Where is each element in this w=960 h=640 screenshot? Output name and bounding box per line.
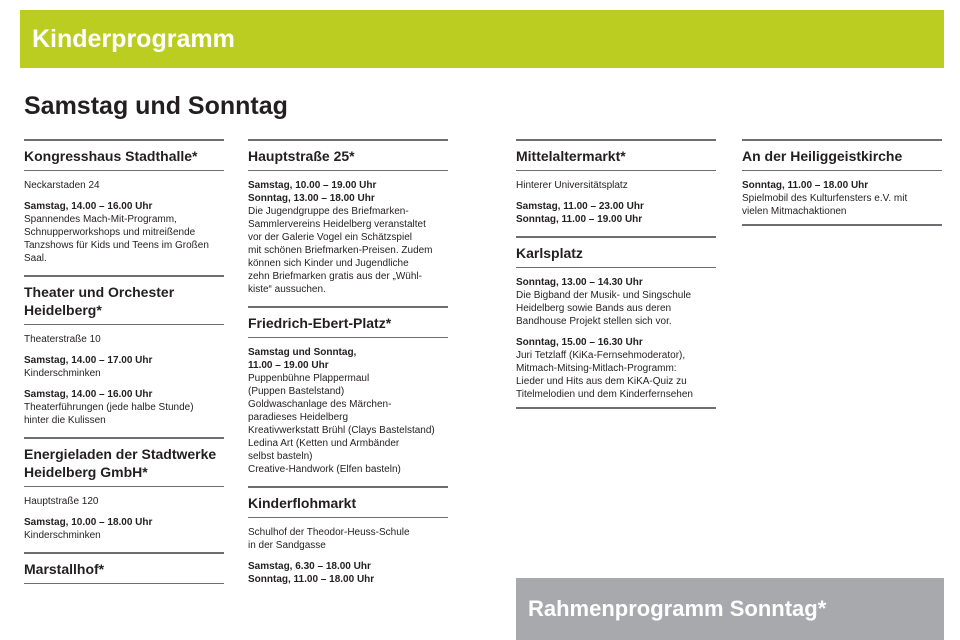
entry-time: Samstag und Sonntag, 11.00 – 19.00 Uhr [248, 347, 357, 371]
entry-text: Spannendes Mach-Mit-Programm, Schnupperworkshops und mitreißende Tanzshows für Kids und Teens im Großen Saal. [24, 214, 209, 264]
section-title: Kongresshaus Stadthalle* [24, 141, 224, 171]
program-entry [248, 346, 448, 476]
program-section [248, 486, 448, 586]
header-title: Kinderprogramm [32, 24, 235, 53]
entry-time: Samstag, 10.00 – 18.00 Uhr [24, 517, 153, 528]
section-title: Energieladen der Stadtwerke Heidelberg GmbH* [24, 439, 224, 487]
entry-text: Neckarstaden 24 [24, 180, 100, 191]
program-entry [248, 560, 448, 586]
page-heading: Samstag und Sonntag [24, 92, 288, 120]
entry-text: Die Bigband der Musik- und Singschule Heidelberg sowie Bands aus deren Bandhouse Projekt stellen sich vor. [516, 290, 692, 327]
program-entry [24, 495, 224, 508]
section-title: Karlsplatz [516, 238, 716, 268]
entry-text: Juri Tetzlaff (KiKa-Fernsehmoderator), Mitmach-Mitsing-Mitlach-Programm: Lieder und Hits aus dem KiKA-Quiz zu Titelmelodien und dem Kinderfernsehen [516, 350, 693, 400]
entry-text: Hinterer Universitätsplatz [516, 180, 628, 191]
program-entry [248, 526, 448, 552]
section-title: Hauptstraße 25* [248, 141, 448, 171]
footer-banner [516, 578, 944, 640]
entry-text: Spielmobil des Kulturfensters e.V. mit vielen Mitmachaktionen [742, 193, 908, 217]
entry-text: Kinderschminken [24, 368, 101, 379]
program-section [24, 275, 224, 427]
section-title: Theater und Orchester Heidelberg* [24, 277, 224, 325]
entry-time: Sonntag, 11.00 – 18.00 Uhr [742, 180, 869, 191]
entry-time: Samstag, 10.00 – 19.00 Uhr Sonntag, 13.00 – 18.00 Uhr [248, 180, 377, 204]
entry-text: Kinderschminken [24, 530, 101, 541]
entry-time: Samstag, 11.00 – 23.00 Uhr Sonntag, 11.00 – 19.00 Uhr [516, 201, 644, 225]
entry-time: Samstag, 14.00 – 16.00 Uhr [24, 201, 153, 212]
entry-time: Samstag, 14.00 – 16.00 Uhr [24, 389, 153, 400]
program-entry [516, 276, 716, 328]
program-section [516, 139, 716, 226]
column-1 [24, 139, 224, 584]
entry-text: Die Jugendgruppe des Briefmarken- Sammlervereins Heidelberg veranstaltet vor der Galerie Vogel ein Schätzspiel mit schönen Briefmarken-Preisen. Zudem können sich Kinder und Jugendliche zehn Briefmarken gratis aus der „Wühl- kiste“ aussuchen. [248, 206, 433, 295]
column-2 [248, 139, 448, 586]
section-title: An der Heiliggeistkirche [742, 141, 942, 171]
section-title: Kinderflohmarkt [248, 488, 448, 518]
program-entry [24, 333, 224, 346]
program-entry [516, 200, 716, 226]
program-section [24, 437, 224, 542]
footer-title: Rahmenprogramm Sonntag* [528, 596, 827, 621]
program-section [248, 306, 448, 476]
entry-time: Sonntag, 13.00 – 14.30 Uhr [516, 277, 643, 288]
entry-text: Theaterführungen (jede halbe Stunde) hinter die Kulissen [24, 402, 194, 426]
entry-text: Theaterstraße 10 [24, 334, 101, 345]
program-section [24, 552, 224, 584]
program-entry [24, 179, 224, 192]
entry-text: Puppenbühne Plappermaul (Puppen Bastelstand) Goldwaschanlage des Märchen- paradieses Heidelberg Kreativwerkstatt Brühl (Clays Bastelstand) Ledina Art (Ketten und Armbänder selbst basteln) Creative-Handwork (Elfen basteln) [248, 373, 435, 475]
program-entry [248, 179, 448, 296]
program-entry [24, 200, 224, 265]
section-title: Mittelaltermarkt* [516, 141, 716, 171]
program-section [24, 139, 224, 265]
program-entry [516, 179, 716, 192]
header-banner [20, 10, 944, 68]
program-entry [24, 516, 224, 542]
entry-text: Hauptstraße 120 [24, 496, 99, 507]
program-entry [24, 388, 224, 427]
program-entry [742, 179, 942, 218]
program-entry [516, 336, 716, 401]
program-section [516, 236, 716, 409]
program-section [742, 139, 942, 226]
entry-time: Sonntag, 15.00 – 16.30 Uhr [516, 337, 643, 348]
column-4 [742, 139, 942, 226]
entry-time: Samstag, 14.00 – 17.00 Uhr [24, 355, 153, 366]
entry-text: Schulhof der Theodor-Heuss-Schule in der Sandgasse [248, 527, 410, 551]
entry-time: Samstag, 6.30 – 18.00 Uhr Sonntag, 11.00 – 18.00 Uhr [248, 561, 375, 585]
program-entry [24, 354, 224, 380]
program-section [248, 139, 448, 296]
column-3 [516, 139, 716, 409]
section-title: Friedrich-Ebert-Platz* [248, 308, 448, 338]
section-title: Marstallhof* [24, 554, 224, 584]
